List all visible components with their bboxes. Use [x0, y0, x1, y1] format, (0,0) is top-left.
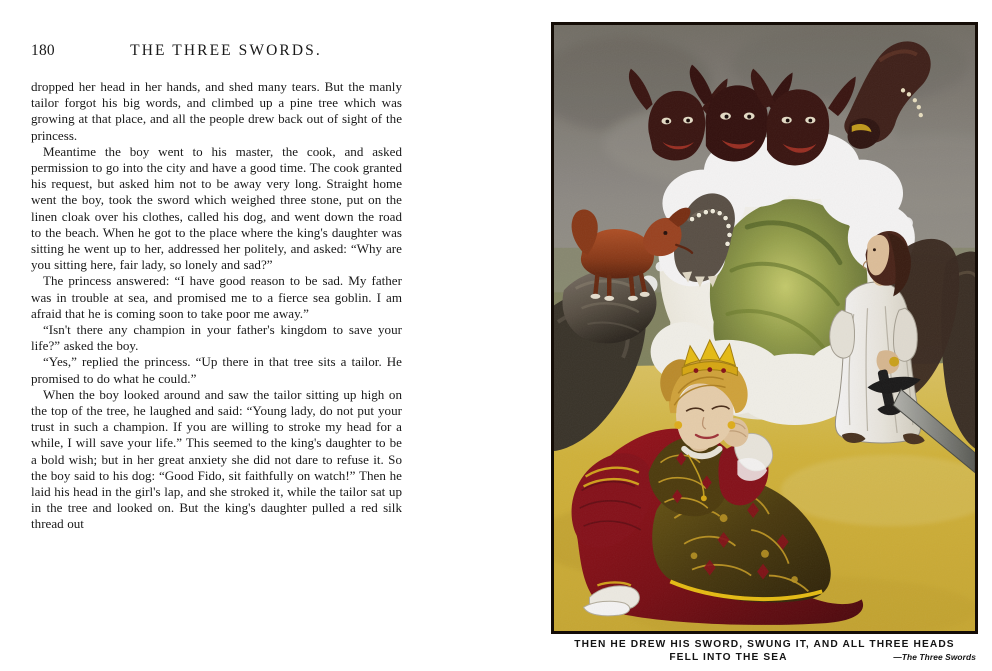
illustration-caption	[551, 638, 978, 665]
illustration-frame	[551, 22, 978, 634]
illustration-plate	[551, 22, 978, 634]
illustration-artwork	[554, 25, 975, 631]
caption-line-1: THEN HE DREW HIS SWORD, SWUNG IT, AND ALL THREE HEADS	[574, 639, 955, 650]
chapter-title: THE THREE SWORDS.	[130, 42, 322, 59]
caption-credit: —The Three Swords	[893, 652, 976, 662]
paragraph: Meantime the boy went to his master, the cook, and asked permission to go into the city and have a good time. The cook granted his request, but asked him not to be away very long. Straight home went the boy, took the sword which weighed three stone, put on the linen cloak over his clothes, called his dog, and went down the road to the beach. When he got to the place where the king's daughter was sitting he went up to her, addressed her politely, and asked: “Why are you sitting here, fair lady, so lonely and sad?”	[31, 143, 402, 273]
body-text	[31, 79, 402, 533]
paragraph: “Yes,” replied the princess. “Up there in that tree sits a tailor. He promised to do what he could.”	[31, 354, 402, 386]
running-head	[31, 42, 403, 62]
caption-line-2: FELL INTO THE SEA	[669, 652, 788, 663]
paragraph: The princess answered: “I have good reason to be sad. My father was in trouble at sea, and promised me to a fierce sea goblin. I am afraid that he is coming soon to take poor me away.”	[31, 273, 402, 321]
page-number: 180	[31, 42, 55, 59]
caption-row-2	[551, 651, 978, 665]
paragraph: When the boy looked around and saw the tailor sitting up high on the top of the tree, he laughed and said: “Young lady, do not put your trust in such a champion. If you are willing to stroke my head for a while, I will save your life.” This seemed to the king's daughter to be a bold wish; but in her great anxiety she did not dare to refuse it. So the boy said to his dog: “Good Fido, sit faithfully on watch!” Then he laid his head in the girl's lap, and she stroked it, while the tailor sat up in the tree and looked on. But the king's daughter pulled a red silk thread out	[31, 386, 402, 532]
text-column	[31, 0, 403, 671]
paragraph: dropped her head in her hands, and shed many tears. But the manly tailor forgot his big words, and climbed up a pine tree which was growing at that place, and all the people drew back out of sight of the princess.	[31, 79, 402, 143]
paragraph: “Isn't there any champion in your father's kingdom to save your life?” asked the boy.	[31, 322, 402, 354]
illustration-svg	[554, 25, 975, 631]
